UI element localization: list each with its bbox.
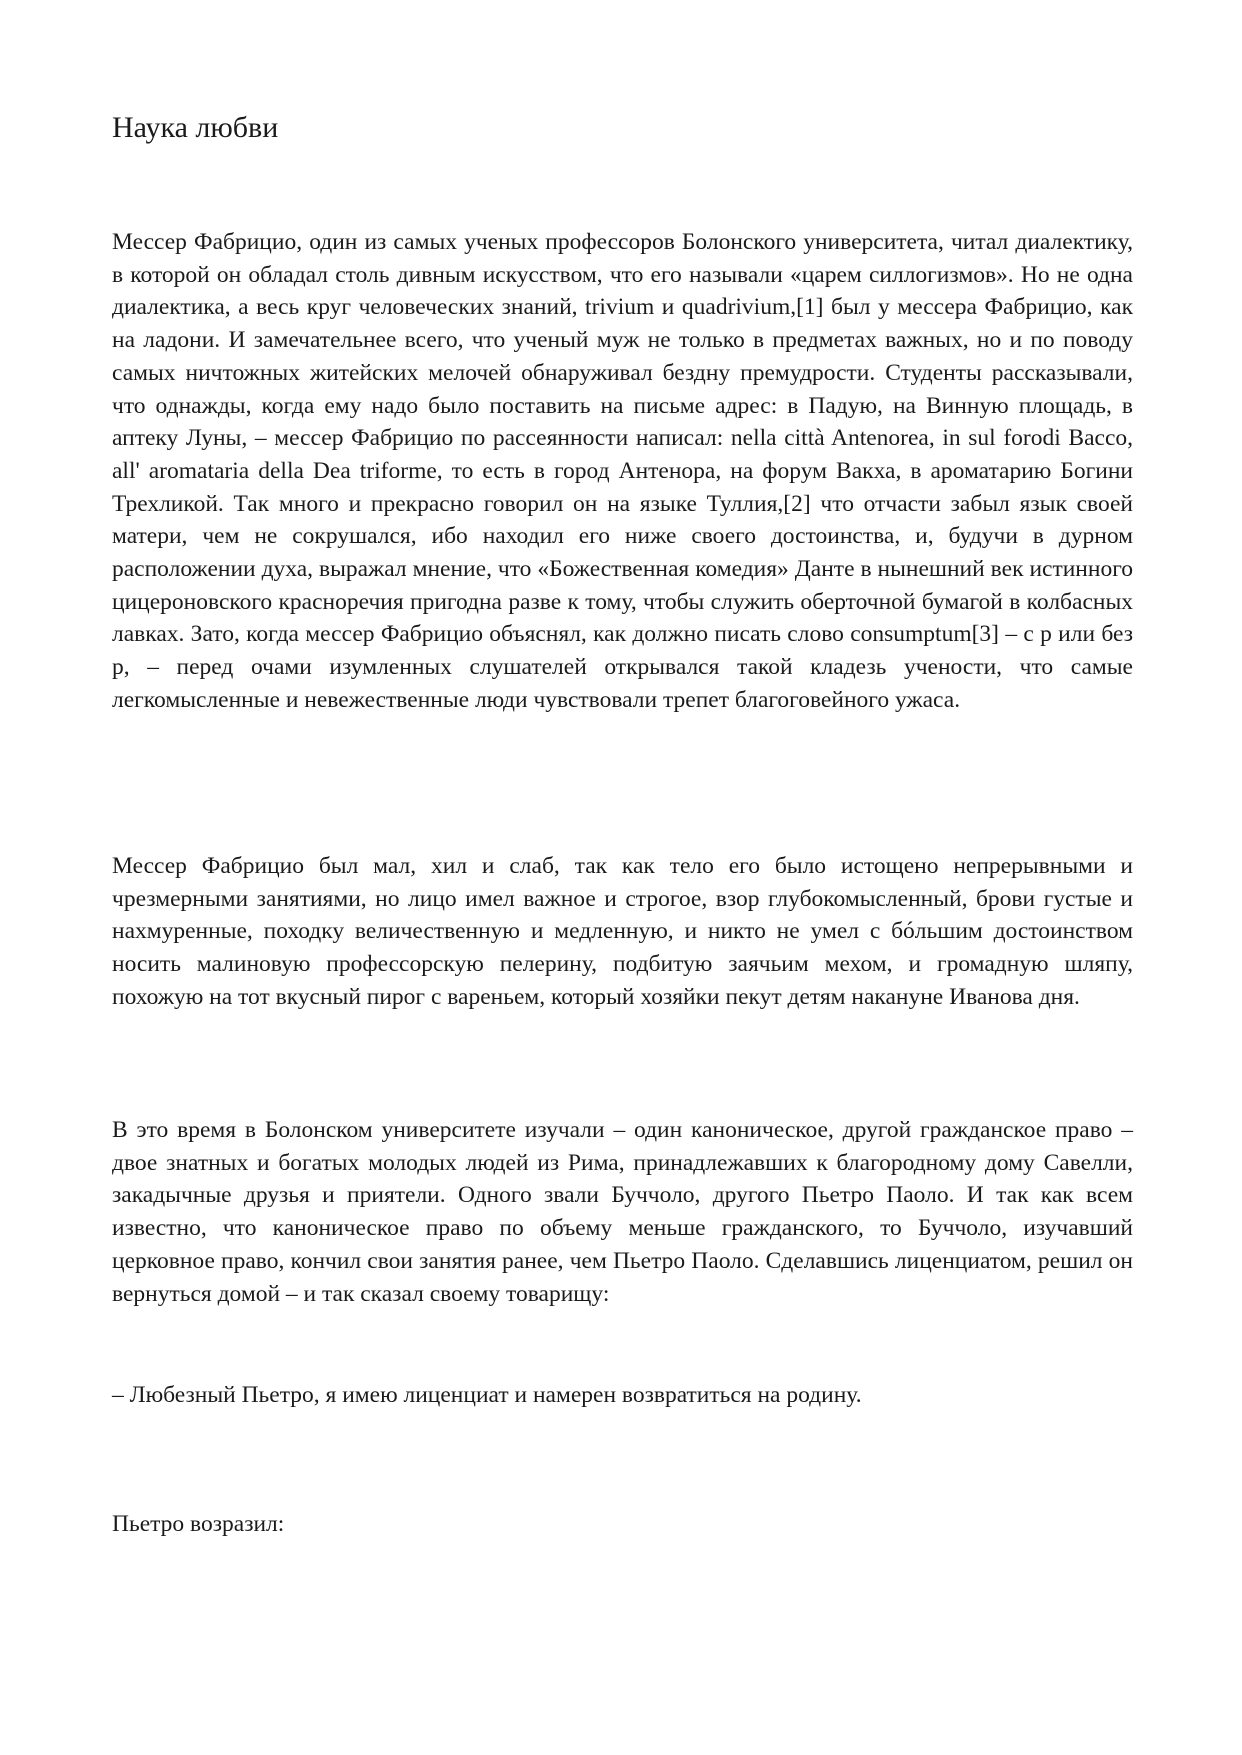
paragraph-5: Пьетро возразил:: [112, 1511, 285, 1537]
paragraph-4: – Любезный Пьетро, я имею лиценциат и намерен возвратиться на родину.: [112, 1382, 862, 1408]
paragraph-3: В это время в Болонском университете изучали – один каноническое, другой гражданское право – двое знатных и богатых молодых людей из Рима, принадлежавших к благородному дому Савелли, закадычные друзья и приятели. Одного звали Буччоло, другого Пьетро Паоло. И так как всем известно, что каноническое право по объему меньше гражданского, то Буччоло, изучавший церковное право, кончил свои занятия ранее, чем Пьетро Паоло. Сделавшись лиценциатом, решил он вернуться домой – и так сказал своему товарищу:: [112, 1117, 1133, 1307]
paragraph-2: Мессер Фабрицио был мал, хил и слаб, так как тело его было истощено непрерывными и чрезмерными занятиями, но лицо имел важное и строгое, взор глубокомысленный, брови густые и нахмуренные, походку величественную и медленную, и никто не умел с бóльшим достоинством носить малиновую профессорскую пелерину, подбитую заячьим мехом, и громадную шляпу, похожую на тот вкусный пирог с вареньем, который хозяйки пекут детям накануне Иванова дня.: [112, 853, 1133, 1010]
paragraph-1: Мессер Фабрицио, один из самых ученых профессоров Болонского университета, читал диалектику, в которой он обладал столь дивным искусством, что его называли «царем силлогизмов». Но не одна диалектика, а весь круг человеческих знаний, trivium и quadrivium,[1] был у мессера Фабрицио, как на ладони. И замечательнее всего, что ученый муж не только в предметах важных, но и по поводу самых ничтожных житейских мелочей обнаруживал бездну премудрости. Студенты рассказывали, что однажды, когда ему надо было поставить на письме адрес: в Падую, на Винную площадь, в аптеку Луны, – мессер Фабрицио по рассеянности написал: nella città Antenorea, in sul forodi Bacco, all' aromataria della Dea triforme, то есть в город Антенора, на форум Вакха, в ароматарию Богини Трехликой. Так много и прекрасно говорил он на языке Туллия,[2] что отчасти забыл язык своей матери, чем не сокрушался, ибо находил его ниже своего достоинства, и, будучи в дурном расположении духа, выражал мнение, что «Божественная комедия» Данте в нынешний век истинного цицероновского красноречия пригодна разве к тому, чтобы служить оберточной бумагой в колбасных лавках. Зато, когда мессер Фабрицио объяснял, как должно писать слово consumptum[3] – с p или без p, – перед очами изумленных слушателей открывался такой кладезь учености, что самые легкомысленные и невежественные люди чувствовали трепет благоговейного ужаса.: [112, 229, 1133, 713]
document-title: Наука любви: [112, 111, 279, 144]
